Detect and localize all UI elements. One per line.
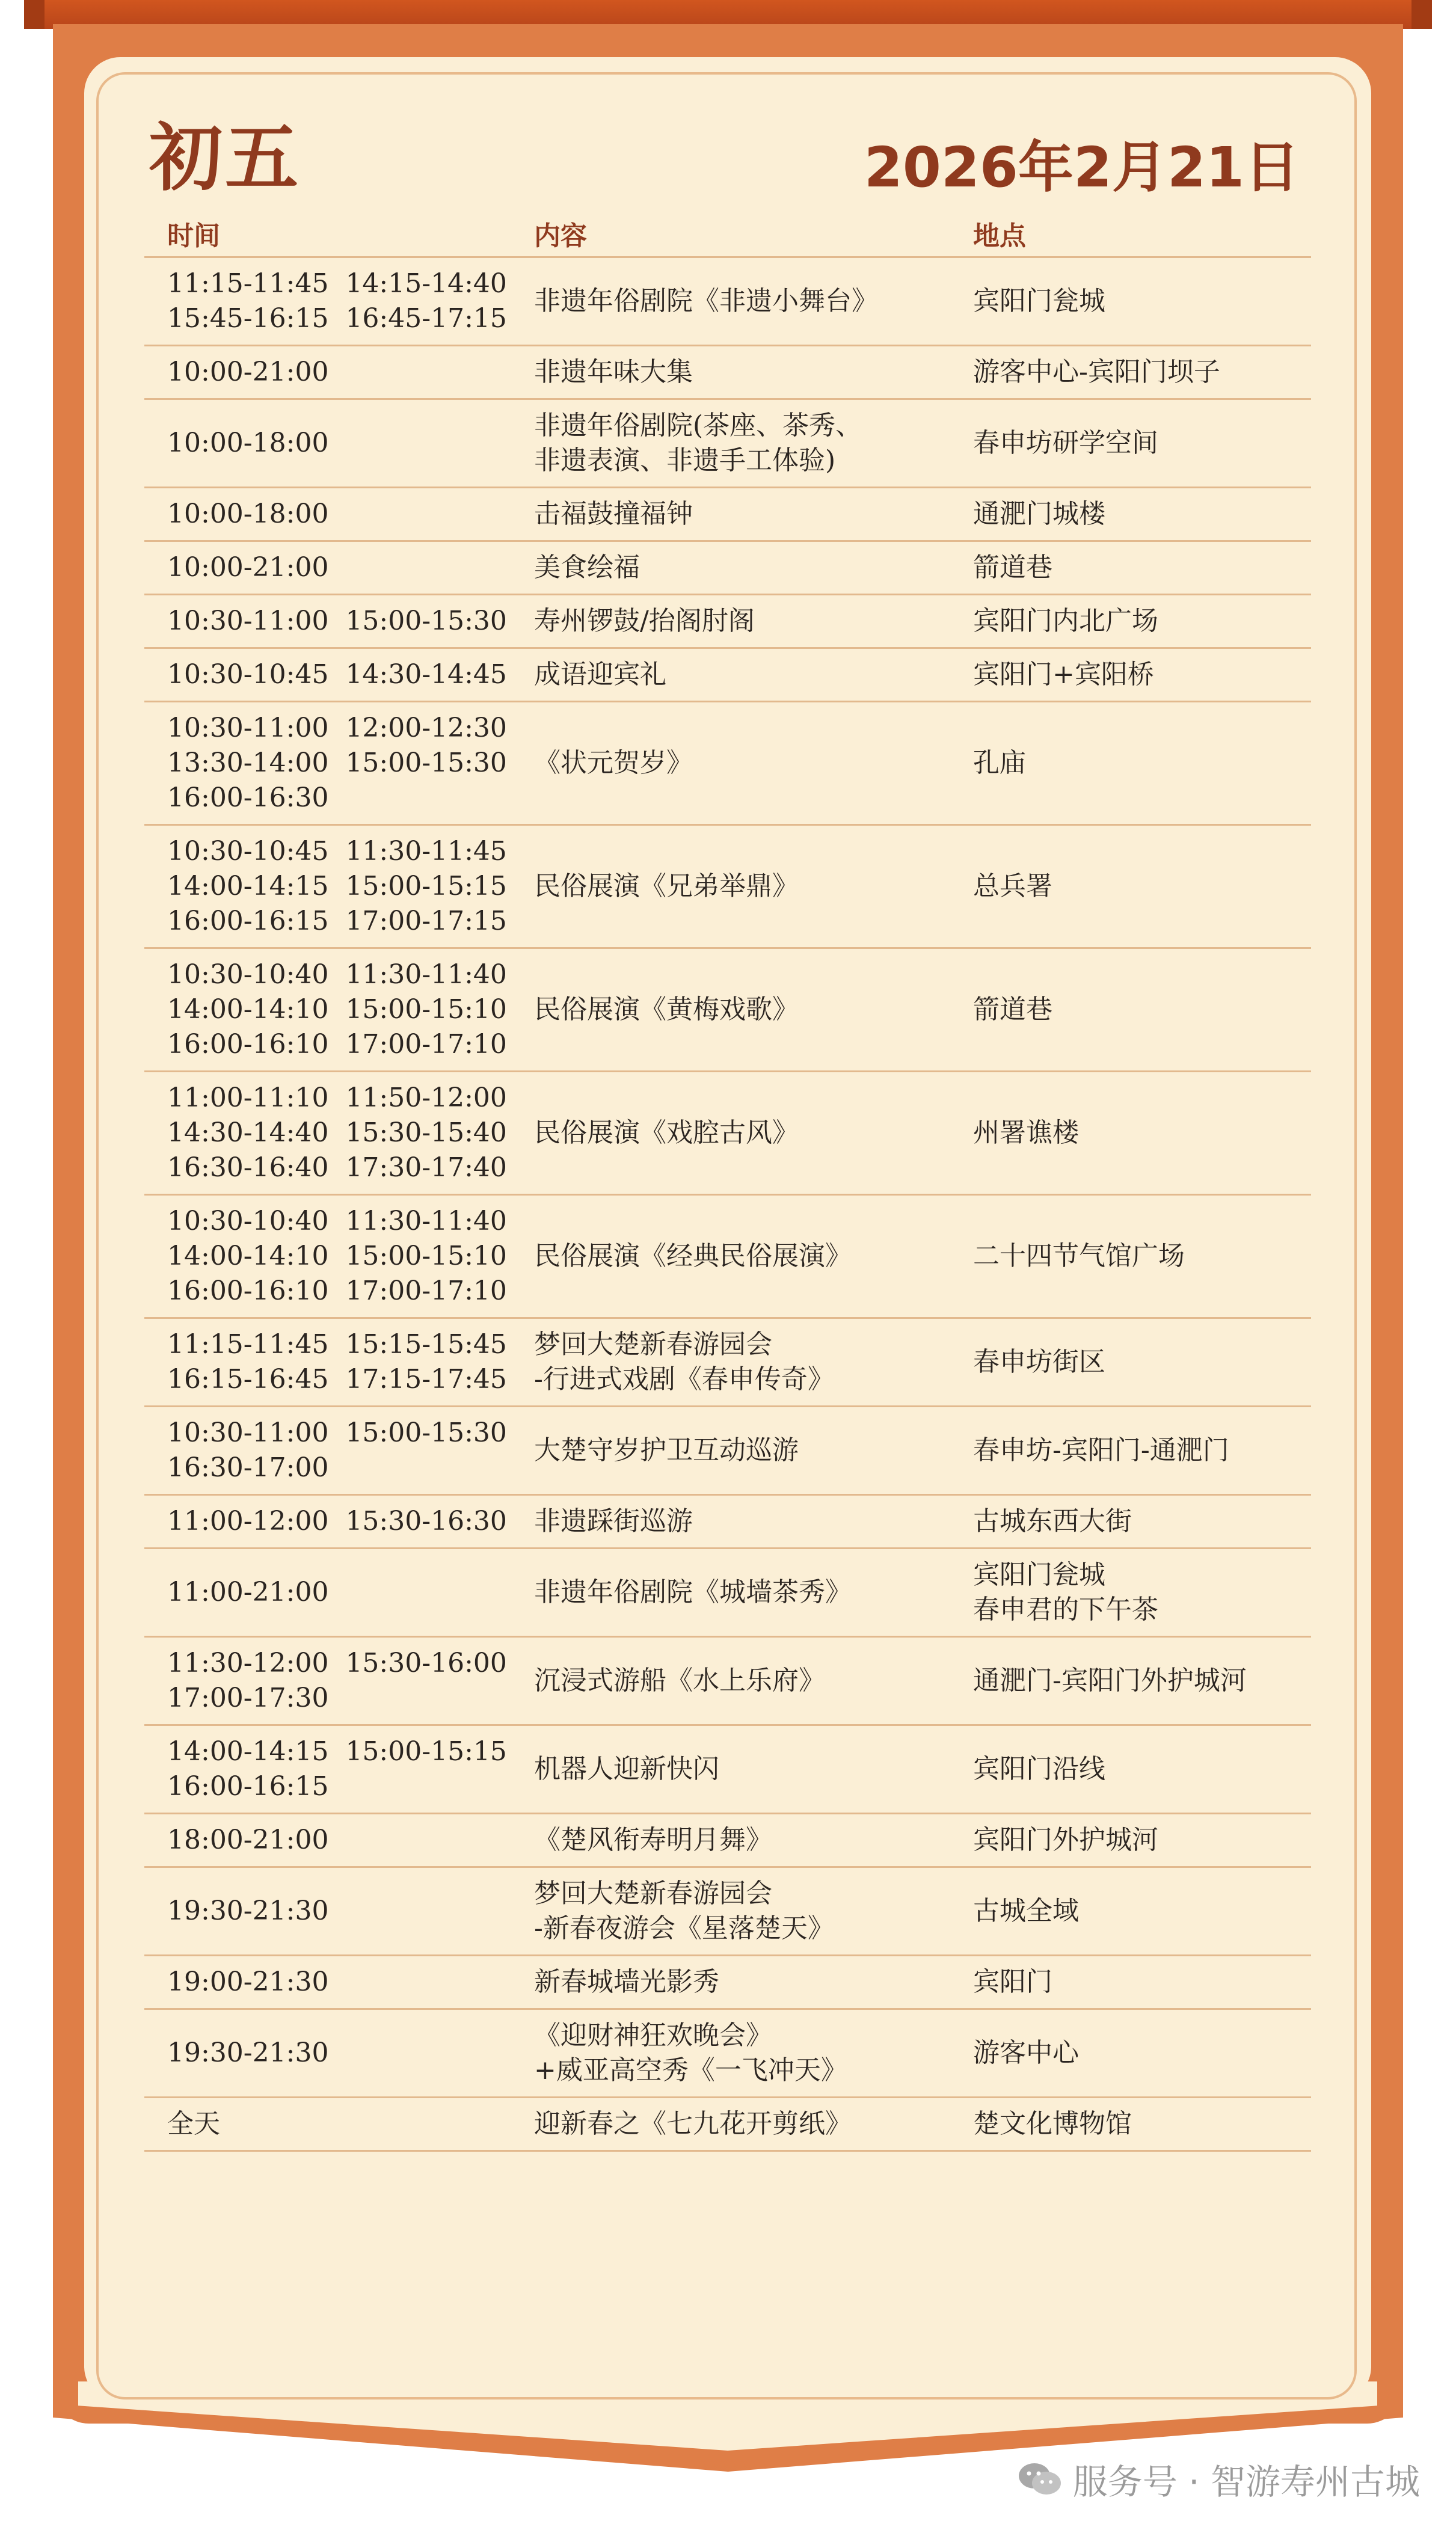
place-cell <box>950 488 1311 541</box>
place-cell <box>950 1867 1311 1956</box>
content-cell <box>511 1549 950 1637</box>
time-cell <box>144 1956 511 2009</box>
place-cell <box>950 948 1311 1072</box>
time-line: 14:00-14:10 15:00-15:10 <box>167 1241 507 1271</box>
time-line: 10:30-10:40 11:30-11:40 <box>167 1206 507 1236</box>
content-cell <box>511 1867 950 1956</box>
time-line: 16:15-16:45 17:15-17:45 <box>167 1364 507 1395</box>
table-row <box>144 1407 1311 1495</box>
table-header-row <box>144 210 1311 257</box>
content-line: 大楚守岁护卫互动巡游 <box>534 1435 799 1466</box>
content-line: 民俗展演《黄梅戏歌》 <box>534 994 799 1025</box>
place-cell <box>950 1956 1311 2009</box>
column-header-place: 地点 <box>950 210 1311 257</box>
place-cell <box>950 1637 1311 1725</box>
content-cell <box>511 541 950 595</box>
time-line: 14:00-14:15 15:00-15:15 <box>167 1736 507 1767</box>
time-cell <box>144 1725 511 1814</box>
table-row <box>144 1318 1311 1407</box>
place-line: 春申君的下午茶 <box>973 1594 1158 1625</box>
time-cell <box>144 1495 511 1549</box>
time-line: 16:00-16:15 <box>167 1771 329 1802</box>
table-row <box>144 488 1311 541</box>
time-line: 11:00-21:00 <box>167 1577 329 1607</box>
table-row <box>144 1072 1311 1195</box>
time-line: 11:15-11:45 15:15-15:45 <box>167 1329 507 1360</box>
time-line: 10:30-11:00 15:00-15:30 <box>167 1417 507 1448</box>
time-line: 10:30-10:45 14:30-14:45 <box>167 659 507 690</box>
time-cell <box>144 1867 511 1956</box>
schedule-rows <box>144 257 1311 2151</box>
time-line: 11:30-12:00 15:30-16:00 <box>167 1648 507 1678</box>
content-line: +威亚高空秀《一飞冲天》 <box>534 2055 847 2086</box>
time-line: 16:30-17:00 <box>167 1452 329 1483</box>
time-line: 11:00-11:10 11:50-12:00 <box>167 1082 507 1113</box>
table-row <box>144 1549 1311 1637</box>
place-line: 春申坊研学空间 <box>973 428 1158 458</box>
table-row <box>144 2098 1311 2151</box>
place-line: 宾阳门瓮城 <box>973 286 1105 316</box>
table-row <box>144 2009 1311 2098</box>
place-cell <box>950 1195 1311 1318</box>
time-line: 16:00-16:15 17:00-17:15 <box>167 906 507 936</box>
content-line: 非遗年俗剧院(茶座、茶秀、 <box>534 410 862 441</box>
table-row <box>144 702 1311 825</box>
content-cell <box>511 257 950 346</box>
time-cell <box>144 1407 511 1495</box>
time-line: 17:00-17:30 <box>167 1683 329 1713</box>
place-cell <box>950 2009 1311 2098</box>
place-line: 总兵署 <box>973 871 1052 901</box>
content-line: -新春夜游会《星落楚天》 <box>534 1913 834 1944</box>
place-cell <box>950 541 1311 595</box>
time-line: 14:00-14:10 15:00-15:10 <box>167 994 507 1025</box>
content-cell <box>511 346 950 399</box>
table-row <box>144 399 1311 488</box>
time-line: 10:30-10:45 11:30-11:45 <box>167 836 507 867</box>
content-line: 非遗年味大集 <box>534 357 693 387</box>
place-cell <box>950 702 1311 825</box>
time-cell <box>144 948 511 1072</box>
time-line: 18:00-21:00 <box>167 1825 329 1855</box>
wechat-icon <box>1016 2460 1063 2498</box>
place-cell <box>950 1814 1311 1867</box>
time-line: 15:45-16:15 16:45-17:15 <box>167 303 507 334</box>
time-cell <box>144 488 511 541</box>
content-cell <box>511 648 950 702</box>
time-line: 16:00-16:10 17:00-17:10 <box>167 1276 507 1306</box>
content-line: 成语迎宾礼 <box>534 659 666 690</box>
content-line: 击福鼓撞福钟 <box>534 499 693 529</box>
time-cell <box>144 648 511 702</box>
time-line: 14:00-14:15 15:00-15:15 <box>167 871 507 901</box>
place-line: 古城东西大街 <box>973 1506 1132 1537</box>
time-line: 11:15-11:45 14:15-14:40 <box>167 268 507 299</box>
time-cell <box>144 346 511 399</box>
time-line: 10:00-21:00 <box>167 552 329 583</box>
place-line: 游客中心-宾阳门坝子 <box>973 357 1220 387</box>
time-line: 10:30-10:40 11:30-11:40 <box>167 959 507 990</box>
table-row <box>144 1814 1311 1867</box>
content-line: -行进式戏剧《春申传奇》 <box>534 1364 834 1395</box>
place-cell <box>950 595 1311 648</box>
time-cell <box>144 2098 511 2151</box>
content-cell <box>511 1637 950 1725</box>
place-cell <box>950 1549 1311 1637</box>
time-cell <box>144 2009 511 2098</box>
place-line: 宾阳门 <box>973 1967 1052 1997</box>
time-cell <box>144 825 511 948</box>
content-line: 《迎财神狂欢晚会》 <box>534 2020 772 2051</box>
watermark <box>1016 2454 1420 2504</box>
time-line: 16:00-16:10 17:00-17:10 <box>167 1029 507 1060</box>
place-line: 州署谯楼 <box>973 1117 1079 1148</box>
content-cell <box>511 399 950 488</box>
content-line: 《状元贺岁》 <box>534 748 693 778</box>
table-row <box>144 1495 1311 1549</box>
content-line: 民俗展演《兄弟举鼎》 <box>534 871 799 901</box>
place-line: 宾阳门外护城河 <box>973 1825 1158 1855</box>
content-line: 非遗踩街巡游 <box>534 1506 693 1537</box>
column-header-time: 时间 <box>144 210 511 257</box>
place-line: 箭道巷 <box>973 994 1052 1025</box>
time-cell <box>144 1549 511 1637</box>
time-line: 16:00-16:30 <box>167 782 329 813</box>
content-cell <box>511 702 950 825</box>
content-cell <box>511 1495 950 1549</box>
table-row <box>144 1956 1311 2009</box>
content-line: 民俗展演《戏腔古风》 <box>534 1117 799 1148</box>
content-cell <box>511 1195 950 1318</box>
content-line: 迎新春之《七九花开剪纸》 <box>534 2108 852 2139</box>
table-row <box>144 1867 1311 1956</box>
time-cell <box>144 1637 511 1725</box>
time-line: 13:30-14:00 15:00-15:30 <box>167 748 507 778</box>
watermark-text: 服务号 · 智游寿州古城 <box>1072 2461 1420 2502</box>
time-line: 10:30-11:00 12:00-12:30 <box>167 713 507 743</box>
content-cell <box>511 1407 950 1495</box>
time-line: 14:30-14:40 15:30-15:40 <box>167 1117 507 1148</box>
content-line: 沉浸式游船《水上乐府》 <box>534 1665 825 1696</box>
content-cell <box>511 488 950 541</box>
content-cell <box>511 1318 950 1407</box>
time-cell <box>144 595 511 648</box>
table-row <box>144 1725 1311 1814</box>
time-cell <box>144 399 511 488</box>
event-date: 2026年2月21日 <box>864 135 1300 200</box>
content-line: 寿州锣鼓/抬阁肘阁 <box>534 606 755 636</box>
content-cell <box>511 1814 950 1867</box>
place-cell <box>950 346 1311 399</box>
place-cell <box>950 1495 1311 1549</box>
time-cell <box>144 1318 511 1407</box>
place-line: 宾阳门沿线 <box>973 1754 1105 1784</box>
content-line: 新春城墙光影秀 <box>534 1967 719 1997</box>
table-row <box>144 541 1311 595</box>
time-cell <box>144 1072 511 1195</box>
table-row <box>144 648 1311 702</box>
table-row <box>144 595 1311 648</box>
place-cell <box>950 1318 1311 1407</box>
time-line: 10:00-21:00 <box>167 357 329 387</box>
time-line: 全天 <box>167 2108 220 2139</box>
table-row <box>144 346 1311 399</box>
table-row <box>144 257 1311 346</box>
content-cell <box>511 825 950 948</box>
table-row <box>144 948 1311 1072</box>
content-line: 民俗展演《经典民俗展演》 <box>534 1241 852 1271</box>
content-cell <box>511 1072 950 1195</box>
content-cell <box>511 948 950 1072</box>
content-line: 非遗年俗剧院《城墙茶秀》 <box>534 1577 852 1607</box>
place-line: 楚文化博物馆 <box>973 2108 1132 2139</box>
place-line: 宾阳门+宾阳桥 <box>973 659 1154 690</box>
place-line: 箭道巷 <box>973 552 1052 583</box>
place-line: 古城全域 <box>973 1896 1079 1926</box>
content-line: 非遗表演、非遗手工体验) <box>534 445 836 476</box>
place-line: 孔庙 <box>973 748 1026 778</box>
time-cell <box>144 702 511 825</box>
time-line: 19:00-21:30 <box>167 1967 329 1997</box>
time-line: 16:30-16:40 17:30-17:40 <box>167 1152 507 1183</box>
rod-cap-left <box>24 0 45 29</box>
place-cell <box>950 825 1311 948</box>
time-cell <box>144 257 511 346</box>
place-line: 二十四节气馆广场 <box>973 1241 1185 1271</box>
place-line: 春申坊街区 <box>973 1346 1105 1377</box>
content-line: 梦回大楚新春游园会 <box>534 1878 772 1909</box>
place-cell <box>950 1072 1311 1195</box>
time-line: 19:30-21:30 <box>167 2037 329 2068</box>
content-cell <box>511 2009 950 2098</box>
content-cell <box>511 595 950 648</box>
content-line: 梦回大楚新春游园会 <box>534 1329 772 1360</box>
table-row <box>144 1637 1311 1725</box>
place-line: 春申坊-宾阳门-通淝门 <box>973 1435 1229 1466</box>
content-cell <box>511 2098 950 2151</box>
place-cell <box>950 1725 1311 1814</box>
time-line: 10:00-18:00 <box>167 428 329 458</box>
content-line: 非遗年俗剧院《非遗小舞台》 <box>534 286 878 316</box>
day-title: 初五 <box>149 115 301 201</box>
time-line: 19:30-21:30 <box>167 1896 329 1926</box>
time-cell <box>144 541 511 595</box>
place-line: 通淝门-宾阳门外护城河 <box>973 1665 1247 1696</box>
place-cell <box>950 1407 1311 1495</box>
content-line: 《楚风衔寿明月舞》 <box>534 1825 772 1855</box>
rod-cap-right <box>1411 0 1432 29</box>
time-cell <box>144 1814 511 1867</box>
table-row <box>144 1195 1311 1318</box>
place-cell <box>950 2098 1311 2151</box>
time-line: 10:30-11:00 15:00-15:30 <box>167 606 507 636</box>
time-line: 10:00-18:00 <box>167 499 329 529</box>
content-cell <box>511 1725 950 1814</box>
place-line: 通淝门城楼 <box>973 499 1105 529</box>
place-line: 宾阳门瓮城 <box>973 1559 1105 1590</box>
place-cell <box>950 257 1311 346</box>
content-cell <box>511 1956 950 2009</box>
time-line: 11:00-12:00 15:30-16:30 <box>167 1506 507 1537</box>
place-cell <box>950 399 1311 488</box>
time-cell <box>144 1195 511 1318</box>
place-cell <box>950 648 1311 702</box>
table-row <box>144 825 1311 948</box>
column-header-content: 内容 <box>511 210 950 257</box>
place-line: 宾阳门内北广场 <box>973 606 1158 636</box>
content-line: 美食绘福 <box>534 552 640 583</box>
schedule-table <box>144 210 1311 2152</box>
content-line: 机器人迎新快闪 <box>534 1754 719 1784</box>
place-line: 游客中心 <box>973 2037 1079 2068</box>
